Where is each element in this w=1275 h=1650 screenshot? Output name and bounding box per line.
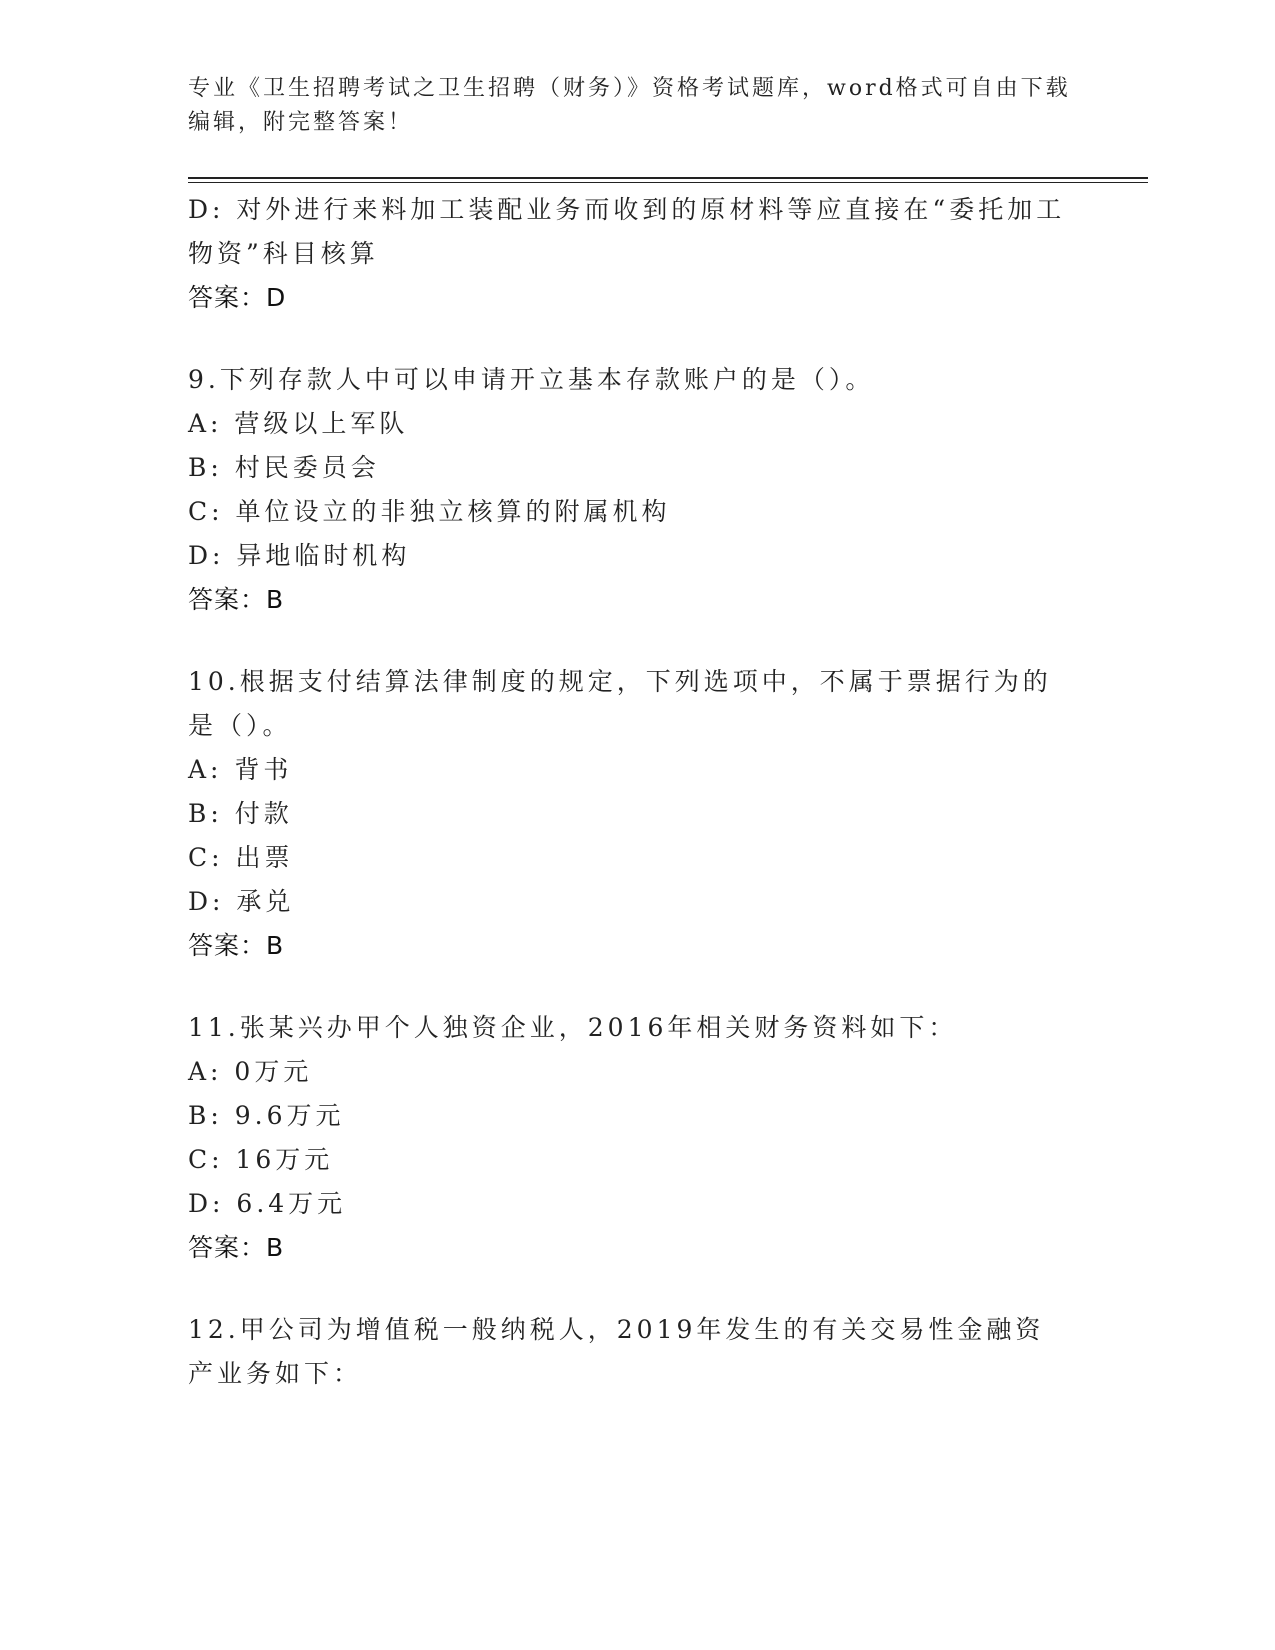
option-d: D: 对外进行来料加工装配业务而收到的原材料等应直接在“委托加工物资”科目核算: [188, 195, 1066, 268]
option-b: B: 村民委员会: [188, 453, 380, 482]
question-9: [188, 358, 1088, 622]
answer: 答案：B: [188, 931, 285, 960]
option-d: D: 6.4万元: [188, 1189, 347, 1218]
question-stem: 9.下列存款人中可以申请开立基本存款账户的是（）。: [188, 365, 875, 394]
option-d: D: 承兑: [188, 887, 295, 916]
document-header: 专业《卫生招聘考试之卫生招聘（财务）》资格考试题库，word格式可自由下载编辑，附完整答案！: [188, 76, 1071, 135]
question-fragment: [188, 188, 1088, 320]
answer: 答案：B: [188, 585, 285, 614]
question-stem: 11.张某兴办甲个人独资企业，2016年相关财务资料如下：: [188, 1013, 958, 1042]
header-rule-thin: [188, 182, 1148, 183]
header-rule-thick: [188, 177, 1148, 179]
question-11: [188, 1006, 1088, 1270]
option-b: B: 9.6万元: [188, 1101, 345, 1130]
question-stem: 10.根据支付结算法律制度的规定，下列选项中，不属于票据行为的是（）。: [188, 667, 1052, 740]
question-12: [188, 1308, 1088, 1396]
option-a: A: 营级以上军队: [188, 409, 409, 438]
answer: 答案：D: [188, 283, 287, 312]
option-d: D: 异地临时机构: [188, 541, 411, 570]
option-c: C: 出票: [188, 843, 294, 872]
answer: 答案：B: [188, 1233, 285, 1262]
question-10: [188, 660, 1088, 968]
question-stem: 12.甲公司为增值税一般纳税人，2019年发生的有关交易性金融资产业务如下：: [188, 1315, 1045, 1388]
option-a: A: 背书: [188, 755, 293, 784]
option-a: A: 0万元: [188, 1057, 313, 1086]
option-c: C: 单位设立的非独立核算的附属机构: [188, 497, 671, 526]
option-b: B: 付款: [188, 799, 293, 828]
document-body: [188, 188, 1088, 1396]
option-c: C: 16万元: [188, 1145, 334, 1174]
